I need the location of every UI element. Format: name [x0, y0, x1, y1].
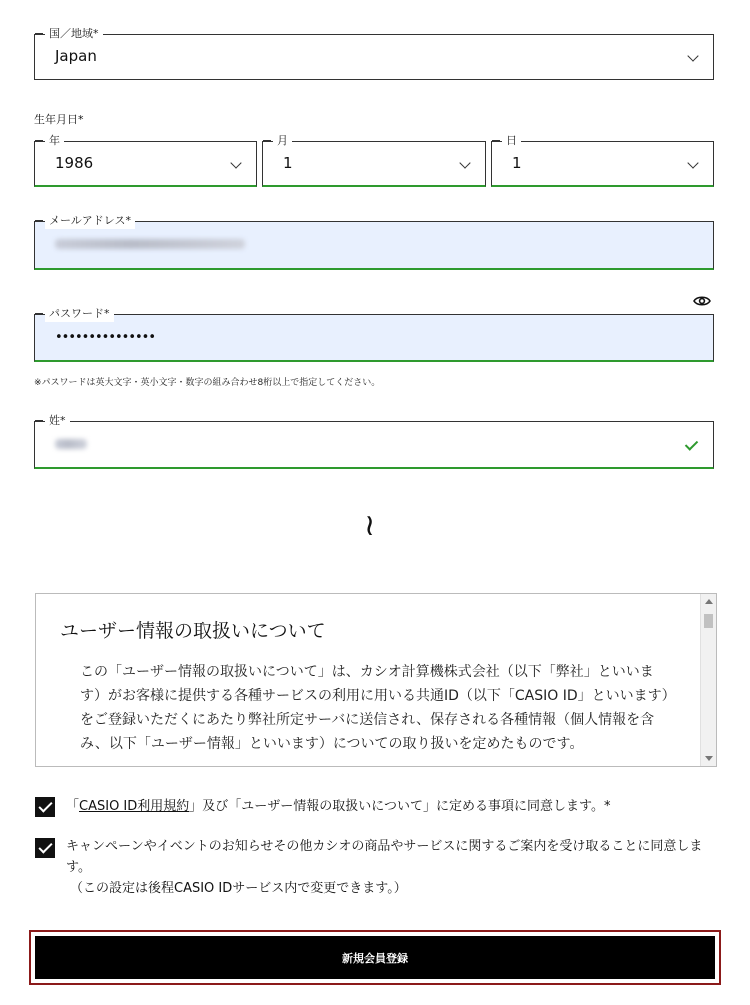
agree-marketing-text: キャンペーンやイベントのお知らせその他カシオの商品やサービスに関するご案内を受け取ることに同意します。	[66, 839, 703, 875]
password-value: •••••••••••••••	[55, 330, 156, 345]
email-label: メールアドレス*	[45, 213, 135, 229]
terms-scrollbox[interactable]	[35, 593, 717, 767]
birth-month-value: 1	[283, 154, 293, 172]
agree-terms-prefix: 「	[66, 799, 80, 814]
password-visibility-toggle[interactable]	[693, 293, 711, 307]
email-value-redacted	[55, 239, 245, 249]
last-name-label: 姓*	[45, 413, 70, 429]
birth-month-select[interactable]	[262, 134, 486, 187]
birth-year-value: 1986	[55, 154, 94, 172]
country-select[interactable]	[34, 27, 714, 80]
birth-day-value: 1	[512, 154, 522, 172]
agree-terms-suffix: 」及び「ユーザー情報の取扱いについて」に定める事項に同意します。*	[189, 799, 611, 814]
birth-year-label: 年	[45, 133, 64, 149]
agree-terms-checkbox[interactable]	[35, 797, 55, 817]
country-value: Japan	[55, 47, 97, 65]
birth-month-label: 月	[273, 133, 292, 149]
omission-mark: ≀	[364, 508, 376, 543]
password-label: パスワード*	[45, 306, 114, 322]
birthdate-section-label: 生年月日*	[34, 113, 84, 126]
agree-marketing-note: （この設定は後程CASIO IDサービス内で変更できます。）	[70, 881, 407, 896]
last-name-field[interactable]	[34, 414, 714, 469]
scroll-down-icon[interactable]	[705, 756, 713, 761]
agree-marketing-label	[66, 836, 716, 899]
register-button[interactable]: 新規会員登録	[35, 936, 715, 979]
agree-terms-label	[66, 796, 610, 817]
birth-day-label: 日	[502, 133, 521, 149]
casio-id-terms-link[interactable]: CASIO ID利用規約	[79, 799, 190, 814]
terms-body: この「ユーザー情報の取扱いについて」は、カシオ計算機株式会社（以下「弊社」といいます）がお客様に提供する各種サービスの利用に用いる共通ID（以下「CASIO ID」といいます）をご登録いただくにあたり弊社所定サーバに送信され、保存される各種情報（個人情報を含み、以下「ユーザー情報」といいます）についての取り扱いを定めたものです。	[80, 664, 669, 752]
terms-title: ユーザー情報の取扱いについて	[60, 620, 326, 642]
terms-scrollbar[interactable]	[700, 594, 716, 766]
scroll-thumb[interactable]	[704, 614, 713, 628]
birth-year-select[interactable]	[34, 134, 257, 187]
password-hint: ※パスワードは英大文字・英小文字・数字の組み合わせ8桁以上で指定してください。	[34, 378, 381, 388]
eye-icon	[693, 294, 711, 308]
submit-focus-outline	[29, 930, 721, 985]
scroll-up-icon[interactable]	[705, 599, 713, 604]
agree-marketing-checkbox[interactable]	[35, 838, 55, 858]
email-field[interactable]	[34, 214, 714, 270]
chevron-down-icon	[459, 157, 470, 168]
check-icon	[685, 437, 698, 450]
country-label: 国／地域*	[45, 26, 103, 42]
last-name-value-redacted	[55, 439, 87, 449]
password-field[interactable]	[34, 307, 714, 362]
birth-day-select[interactable]	[491, 134, 714, 187]
chevron-down-icon	[687, 157, 698, 168]
chevron-down-icon	[687, 50, 698, 61]
chevron-down-icon	[230, 157, 241, 168]
